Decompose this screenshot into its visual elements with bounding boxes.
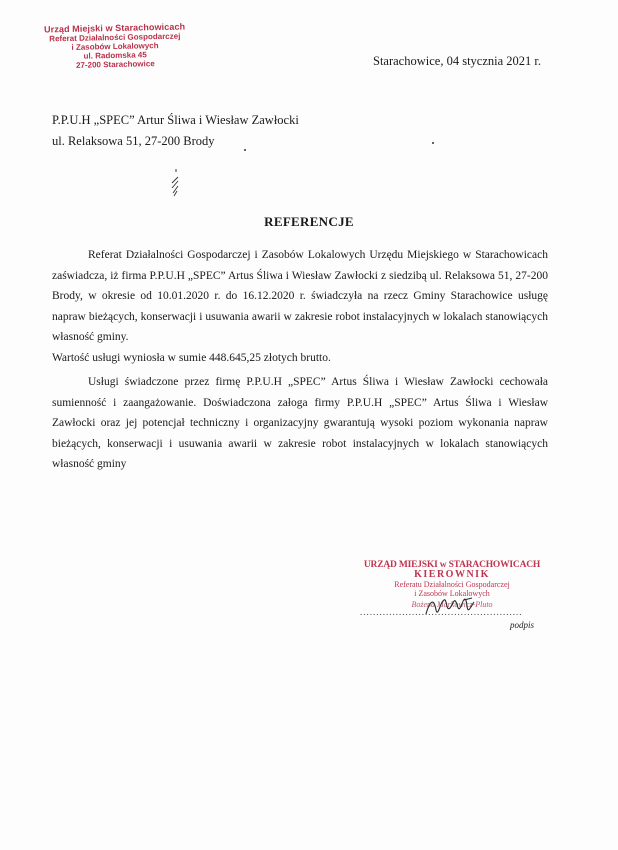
stamp-line: Referatu Działalności Gospodarczej (394, 580, 510, 589)
document-body (52, 245, 548, 475)
stamp-line: Bożena Markowicz-Pluto (411, 600, 493, 609)
ink-dot (432, 142, 434, 144)
recipient-block (52, 110, 299, 152)
stamp-line: i Zasobów Lokalowych (414, 589, 490, 598)
office-stamp-top (35, 22, 196, 70)
document-date: Starachowice, 04 stycznia 2021 r. (373, 54, 542, 68)
stamp-line: Urząd Miejski w Starachowicach (43, 21, 186, 35)
document-heading: REFERENCJE (264, 214, 354, 229)
stamp-line: Referat Działalności Gospodarczej (49, 31, 181, 44)
stamp-line: 27-200 Starachowice (75, 59, 155, 70)
body-paragraph: Wartość usługi wyniosła w sumie 448.645,25 złotych brutto. (52, 351, 331, 364)
pen-mark-icon (168, 167, 182, 204)
body-paragraph: Referat Działalności Gospodarczej i Zasobów Lokalowych Urzędu Miejskiego w Starachowicach zaświadcza, iż firma P.P.U.H „SPEC” Artus Śliwa i Wiesław Zawłocki z siedzibą ul. Relaksowa 51, 27-200 Brody, w okresie od 10.01.2020 r. do 16.12.2020 r. świadczyła na rzecz Gminy Starachowice usługę napraw bieżących, konserwacji i usuwania awarii w zakresie robot instalacyjnych w lokalach stanowiących własność gminy. (52, 249, 548, 343)
signature-caption: podpis (510, 620, 535, 630)
stamp-line: KIEROWNIK (414, 569, 490, 580)
ink-dot (244, 149, 246, 151)
recipient-name: P.P.U.H „SPEC” Artur Śliwa i Wiesław Zawłocki (52, 113, 299, 127)
recipient-address: ul. Relaksowa 51, 27-200 Brody (52, 134, 215, 148)
signature-line: .................................................. (360, 607, 523, 617)
body-paragraph: Usługi świadczone przez firmę P.P.U.H „SPEC” Artus Śliwa i Wiesław Zawłocki cechowała sumienność i zaangażowanie. Doświadczona załoga firmy P.P.U.H „SPEC” Artus Śliwa i Wiesław Zawłocki oraz jej potencjał techniczny i organizacyjny gwarantują wysoki poziom wykonania napraw bieżących, konserwacji i usuwania awarii w zakresie robot instalacyjnych w lokalach stanowiących własność gminy (52, 376, 548, 470)
stamp-line: i Zasobów Lokalowych (71, 41, 159, 52)
stamp-line: URZĄD MIEJSKI w STARACHOWICACH (363, 560, 541, 570)
stamp-line: ul. Radomska 45 (83, 50, 147, 61)
